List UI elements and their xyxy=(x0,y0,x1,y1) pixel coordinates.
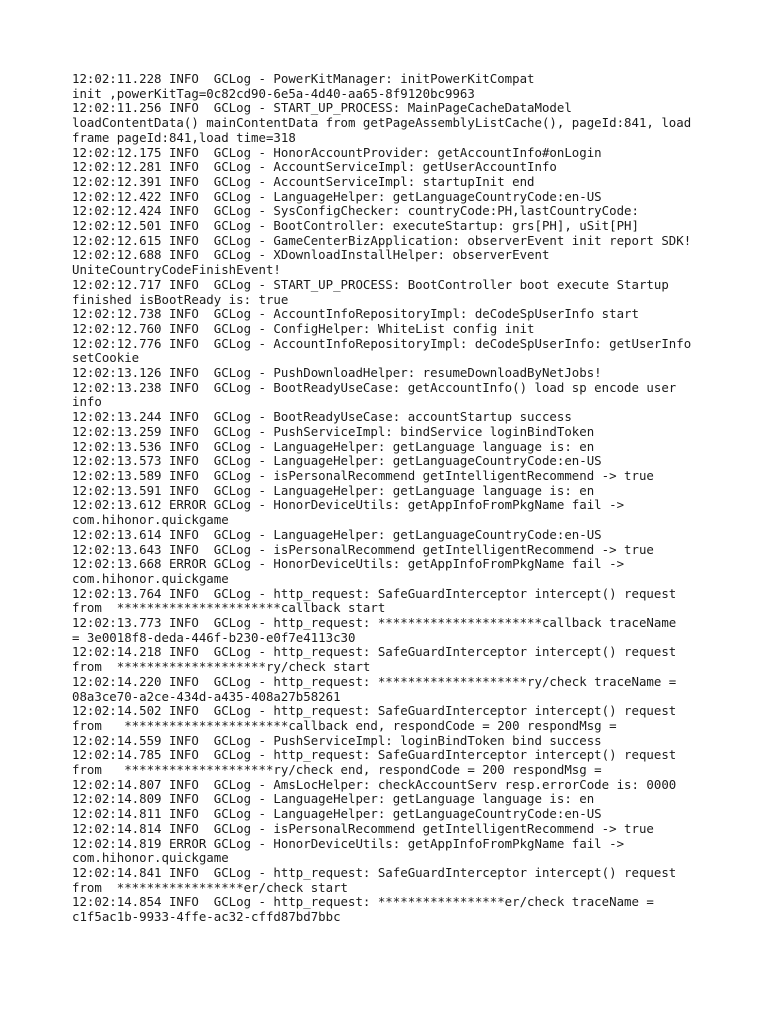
log-line: = 3e0018f8-deda-446f-b230-e0f7e4113c30 xyxy=(72,630,356,645)
log-line: 12:02:11.256 INFO GCLog - START_UP_PROCESS: MainPageCacheDataModel xyxy=(72,101,572,116)
log-line: 12:02:14.809 INFO GCLog - LanguageHelper: getLanguage language is: en xyxy=(72,792,595,807)
log-line: 12:02:13.589 INFO GCLog - isPersonalRecommend getIntelligentRecommend -> true xyxy=(72,468,654,483)
log-line: 12:02:13.612 ERROR GCLog - HonorDeviceUtils: getAppInfoFromPkgName fail -> xyxy=(72,498,625,513)
log-line: 12:02:13.591 INFO GCLog - LanguageHelper: getLanguage language is: en xyxy=(72,483,595,498)
log-line: 12:02:14.502 INFO GCLog - http_request: SafeGuardInterceptor intercept() request xyxy=(72,704,677,719)
log-line: UniteCountryCodeFinishEvent! xyxy=(72,263,281,278)
log-line: com.hihonor.quickgame xyxy=(72,851,229,866)
log-line: 12:02:12.422 INFO GCLog - LanguageHelper: getLanguageCountryCode:en-US xyxy=(72,189,602,204)
log-line: 12:02:14.218 INFO GCLog - http_request: SafeGuardInterceptor intercept() request xyxy=(72,645,677,660)
log-line: 12:02:14.841 INFO GCLog - http_request: SafeGuardInterceptor intercept() request xyxy=(72,865,677,880)
log-line: 12:02:14.220 INFO GCLog - http_request: ********************ry/check traceName = xyxy=(72,674,677,689)
log-line: 12:02:12.717 INFO GCLog - START_UP_PROCESS: BootController boot execute Startup xyxy=(72,277,669,292)
log-line: frame pageId:841,load time=318 xyxy=(72,130,296,145)
log-line: 12:02:12.615 INFO GCLog - GameCenterBizApplication: observerEvent init report SDK! xyxy=(72,233,692,248)
log-line: 12:02:12.760 INFO GCLog - ConfigHelper: WhiteList config init xyxy=(72,321,535,336)
log-text-block xyxy=(72,72,712,925)
log-line: 12:02:12.501 INFO GCLog - BootController: executeStartup: grs[PH], uSit[PH] xyxy=(72,219,639,234)
log-line: 12:02:12.738 INFO GCLog - AccountInfoRepositoryImpl: deCodeSpUserInfo start xyxy=(72,307,639,322)
log-line: 12:02:12.688 INFO GCLog - XDownloadInstallHelper: observerEvent xyxy=(72,248,550,263)
log-line: 12:02:12.424 INFO GCLog - SysConfigChecker: countryCode:PH,lastCountryCode: xyxy=(72,204,639,219)
log-line: from ********************ry/check start xyxy=(72,660,371,675)
log-line: 12:02:12.776 INFO GCLog - AccountInfoRepositoryImpl: deCodeSpUserInfo: getUserInfo xyxy=(72,336,692,351)
log-line: 12:02:14.811 INFO GCLog - LanguageHelper: getLanguageCountryCode:en-US xyxy=(72,807,602,822)
log-line: 12:02:12.391 INFO GCLog - AccountServiceImpl: startupInit end xyxy=(72,174,535,189)
log-line: 12:02:13.764 INFO GCLog - http_request: SafeGuardInterceptor intercept() request xyxy=(72,586,677,601)
log-line: 12:02:13.238 INFO GCLog - BootReadyUseCase: getAccountInfo() load sp encode user xyxy=(72,380,677,395)
log-line: 12:02:12.281 INFO GCLog - AccountServiceImpl: getUserAccountInfo xyxy=(72,160,557,175)
log-line: from **********************callback end, respondCode = 200 respondMsg = xyxy=(72,718,617,733)
log-line: 12:02:13.668 ERROR GCLog - HonorDeviceUtils: getAppInfoFromPkgName fail -> xyxy=(72,557,625,572)
log-line: 12:02:14.854 INFO GCLog - http_request: *****************er/check traceName = xyxy=(72,895,654,910)
log-line: init ,powerKitTag=0c82cd90-6e5a-4d40-aa65-8f9120bc9963 xyxy=(72,86,475,101)
log-line: com.hihonor.quickgame xyxy=(72,513,229,528)
log-line: finished isBootReady is: true xyxy=(72,292,289,307)
log-line: 12:02:13.643 INFO GCLog - isPersonalRecommend getIntelligentRecommend -> true xyxy=(72,542,654,557)
log-line: 12:02:11.228 INFO GCLog - PowerKitManager: initPowerKitCompat xyxy=(72,72,535,86)
log-line: c1f5ac1b-9933-4ffe-ac32-cffd87bd7bbc xyxy=(72,910,341,925)
log-line: from *****************er/check start xyxy=(72,880,349,895)
log-line: 12:02:14.819 ERROR GCLog - HonorDeviceUtils: getAppInfoFromPkgName fail -> xyxy=(72,836,625,851)
log-line: 12:02:14.807 INFO GCLog - AmsLocHelper: checkAccountServ resp.errorCode is: 0000 xyxy=(72,777,677,792)
log-line: 12:02:14.559 INFO GCLog - PushServiceImpl: loginBindToken bind success xyxy=(72,733,602,748)
log-line: com.hihonor.quickgame xyxy=(72,571,229,586)
log-line: 12:02:13.536 INFO GCLog - LanguageHelper: getLanguage language is: en xyxy=(72,439,595,454)
log-line: 12:02:12.175 INFO GCLog - HonorAccountProvider: getAccountInfo#onLogin xyxy=(72,145,602,160)
log-line: 08a3ce70-a2ce-434d-a435-408a27b58261 xyxy=(72,689,341,704)
log-line: info xyxy=(72,395,102,410)
log-line: loadContentData() mainContentData from getPageAssemblyListCache(), pageId:841, load xyxy=(72,116,692,131)
log-line: 12:02:13.773 INFO GCLog - http_request: **********************callback traceName xyxy=(72,616,677,631)
log-line: setCookie xyxy=(72,351,140,366)
log-line: 12:02:14.814 INFO GCLog - isPersonalRecommend getIntelligentRecommend -> true xyxy=(72,821,654,836)
log-line: 12:02:13.573 INFO GCLog - LanguageHelper: getLanguageCountryCode:en-US xyxy=(72,454,602,469)
log-line: from **********************callback start xyxy=(72,601,386,616)
log-line: 12:02:14.785 INFO GCLog - http_request: SafeGuardInterceptor intercept() request xyxy=(72,748,677,763)
log-line: from ********************ry/check end, respondCode = 200 respondMsg = xyxy=(72,763,602,778)
log-line: 12:02:13.259 INFO GCLog - PushServiceImpl: bindService loginBindToken xyxy=(72,424,595,439)
log-line: 12:02:13.126 INFO GCLog - PushDownloadHelper: resumeDownloadByNetJobs! xyxy=(72,366,602,381)
log-line: 12:02:13.614 INFO GCLog - LanguageHelper: getLanguageCountryCode:en-US xyxy=(72,527,602,542)
log-line: 12:02:13.244 INFO GCLog - BootReadyUseCase: accountStartup success xyxy=(72,410,572,425)
